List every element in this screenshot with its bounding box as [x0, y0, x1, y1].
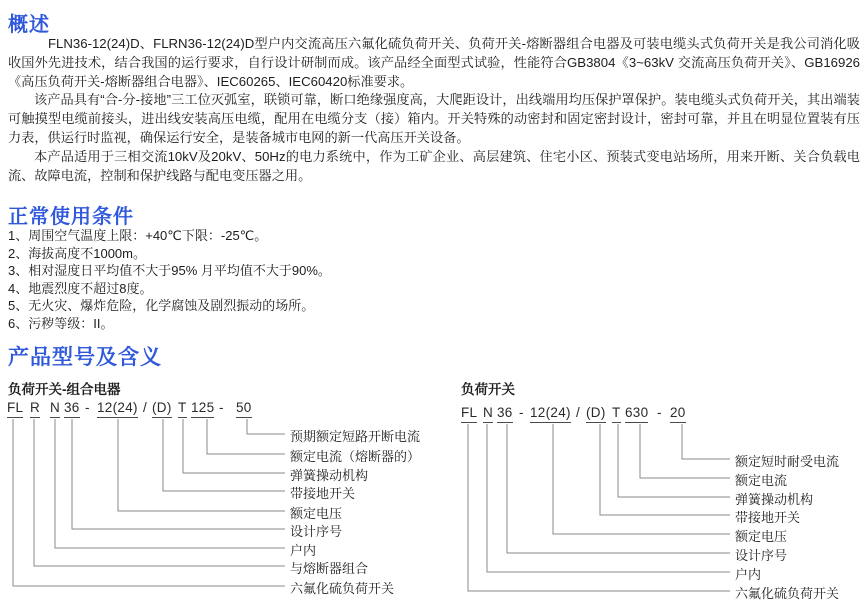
- conditions-list: [8, 227, 860, 332]
- diagram-label: 额定电流（熔断器的）: [290, 449, 421, 464]
- diagram-label: 弹簧操动机构: [290, 468, 369, 483]
- conditions-heading: 正常使用条件: [8, 206, 134, 228]
- model-token: 20: [670, 405, 686, 423]
- model-token: (D): [586, 405, 606, 423]
- model-token: 630: [625, 405, 648, 423]
- condition-item: 5、无火灾、爆炸危险，化学腐蚀及剧烈振动的场所。: [8, 298, 315, 313]
- model-token: FL: [7, 400, 23, 418]
- models-heading: 产品型号及含义: [8, 346, 162, 369]
- condition-item: 4、地震烈度不超过8度。: [8, 280, 153, 296]
- model-token-separator: -: [657, 405, 662, 420]
- condition-item: 1、周围空气温度上限：+40℃下限：-25℃。: [8, 228, 268, 243]
- load-switch-diagram-title: 负荷开关: [461, 382, 515, 397]
- diagram-label: 六氟化硫负荷开关: [735, 586, 840, 601]
- model-token: 36: [64, 400, 80, 418]
- combined-switch-diagram-title: 负荷开关-组合电器: [8, 382, 121, 397]
- model-token-separator: -: [519, 405, 524, 420]
- model-token: (D): [152, 400, 172, 418]
- diagram-label: 弹簧操动机构: [735, 492, 814, 507]
- overview-paragraph-2: 该产品具有“合-分-接地”三工位灭弧室，联锁可靠，断口绝缘强度高，大爬距设计，出线端用均压保护罩保护。装电缆头式负荷开关，其出端装可触摸型电缆前接头，进出线安装高压电缆，配用在电缆分支（接）箱内。开关特殊的动密封和固定密封设计，密封可靠，并且在明显位置装有压力表，供运行时监视，确保运行安全，是装备城市电网的新一代高压开关设备。: [8, 92, 860, 145]
- overview-text: [8, 35, 860, 185]
- condition-item: 6、污秽等级：II。: [8, 315, 114, 331]
- condition-item: 2、海拔高度不1000m。: [8, 245, 146, 261]
- model-token-separator: /: [576, 405, 581, 420]
- diagram-label: 额定电压: [290, 506, 343, 521]
- diagram-label: 户内: [290, 543, 317, 558]
- diagram-label: 带接地开关: [290, 486, 356, 501]
- diagram-label: 带接地开关: [735, 510, 801, 525]
- diagram-label: 额定电流: [735, 473, 788, 488]
- model-token: N: [50, 400, 60, 418]
- model-token: R: [30, 400, 40, 418]
- overview-paragraph-1: FLN36-12(24)D、FLRN36-12(24)D型户内交流高压六氟化硫负荷开关、负荷开关-熔断器组合电器及可装电缆头式负荷开关是我公司消化吸收国外先进技术，结合我国的运行要求，自行设计研制而成。该产品经全面型式试验，性能符合GB3804《3~63kV 交流高压负荷开关》、GB16926《高压负荷开关-熔断器组合电器》、IEC60265、IEC60420标准要求。: [8, 36, 860, 89]
- load-switch-model-diagram: [433, 395, 867, 605]
- model-token-separator: /: [143, 400, 148, 415]
- diagram-label: 设计序号: [290, 524, 343, 539]
- overview-heading: 概述: [8, 14, 50, 36]
- model-token: 125: [191, 400, 214, 418]
- model-token: 36: [497, 405, 513, 423]
- diagram-label: 设计序号: [735, 548, 788, 563]
- diagram-label: 户内: [735, 567, 762, 582]
- diagram-label: 六氟化硫负荷开关: [290, 581, 395, 596]
- overview-paragraph-3: 本产品适用于三相交流10kV及20kV、50Hz的电力系统中，作为工矿企业、高层建筑、住宅小区、预装式变电站场所，用来开断、关合负载电流、故障电流，控制和保护线路与配电变压器之用。: [8, 148, 860, 183]
- condition-item: 3、相对湿度日平均值不大于95% 月平均值不大于90%。: [8, 263, 331, 278]
- model-token: 50: [236, 400, 252, 418]
- diagram-label: 额定短时耐受电流: [735, 454, 840, 469]
- diagram-label: 预期额定短路开断电流: [290, 429, 421, 444]
- model-token: T: [178, 400, 187, 418]
- model-token: N: [483, 405, 493, 423]
- diagram-label: 与熔断器组合: [290, 561, 369, 576]
- model-token: T: [612, 405, 621, 423]
- model-token-separator: -: [219, 400, 224, 415]
- model-token: 12(24): [530, 405, 571, 423]
- model-token: 12(24): [97, 400, 138, 418]
- diagram-label: 额定电压: [735, 529, 788, 544]
- combined-switch-model-diagram: [0, 395, 433, 605]
- model-token: FL: [461, 405, 477, 423]
- model-token-separator: -: [85, 400, 90, 415]
